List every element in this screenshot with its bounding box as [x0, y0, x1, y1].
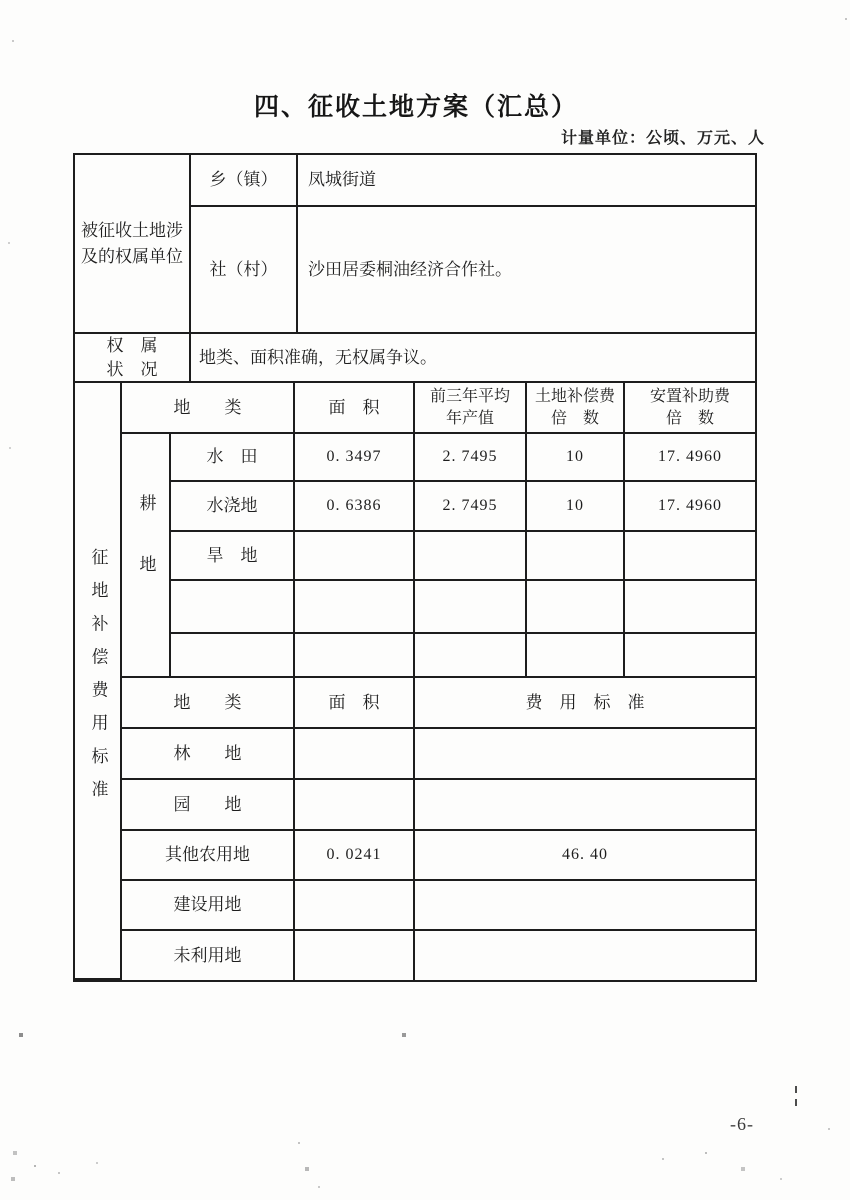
table-row-dry-land-mult	[527, 532, 625, 581]
ownership-units-row-label: 被征收土地涉及的权属单位	[75, 155, 191, 334]
ownership-status-block	[75, 155, 755, 383]
header-annual-output-line1: 前三年平均	[429, 387, 510, 405]
header-area-cell: 面 积	[295, 383, 415, 434]
compensation-standard-block	[75, 383, 755, 980]
ownership-status-label-line1: 权 属	[106, 335, 158, 355]
header-annual-output-cell	[415, 383, 527, 434]
table-row-empty2-resettle-mult	[625, 634, 755, 678]
table-row-irrigated-land-mult: 10	[527, 482, 625, 532]
table-row-paddy-output: 2. 7495	[415, 434, 527, 482]
table-row-empty1-area	[295, 581, 415, 634]
header-annual-output-line2: 年产值	[445, 409, 494, 427]
header2-area-cell: 面 积	[295, 678, 415, 729]
header2-fee-standard-cell: 费 用 标 准	[415, 678, 755, 729]
cultivated-land-group-label: 耕地	[136, 493, 156, 617]
cultivated-land-group-cell	[122, 434, 171, 678]
header-resettle-multiple-cell	[625, 383, 755, 434]
table-row-construction-fee	[415, 881, 755, 931]
table-row-unused-name: 未利用地	[122, 931, 295, 980]
header-resettle-line1: 安置补助费	[649, 387, 730, 405]
header-resettle-line2: 倍 数	[665, 409, 714, 427]
table-row-empty2-land-mult	[527, 634, 625, 678]
header-land-comp-line2: 倍 数	[550, 409, 599, 427]
table-row-empty2-area	[295, 634, 415, 678]
table-row-paddy-area: 0. 3497	[295, 434, 415, 482]
table-row-other-agri-area: 0. 0241	[295, 831, 415, 881]
table-row-construction-name: 建设用地	[122, 881, 295, 931]
compensation-section-label-cell	[75, 383, 122, 980]
village-value-cell: 沙田居委桐油经济合作社。	[298, 207, 755, 334]
table-row-irrigated-area: 0. 6386	[295, 482, 415, 532]
table-row-forest-name: 林 地	[122, 729, 295, 780]
table-row-paddy-resettle-mult: 17. 4960	[625, 434, 755, 482]
land-expropriation-summary-table	[73, 153, 757, 982]
table-row-forest-fee	[415, 729, 755, 780]
page-number: -6-	[730, 1114, 754, 1134]
header-land-comp-line1: 土地补偿费	[534, 387, 615, 405]
table-row-dry-resettle-mult	[625, 532, 755, 581]
township-label-cell: 乡（镇）	[191, 155, 298, 207]
measurement-unit-note: 计量单位：公顷、万元、人	[560, 130, 765, 147]
table-row-irrigated-resettle-mult: 17. 4960	[625, 482, 755, 532]
scan-tick-marks	[794, 1086, 798, 1110]
table-row-irrigated-output: 2. 7495	[415, 482, 527, 532]
table-row-dry-area	[295, 532, 415, 581]
table-row-forest-area	[295, 729, 415, 780]
table-row-construction-area	[295, 881, 415, 931]
table-row-paddy-name: 水 田	[171, 434, 295, 482]
table-row-empty1-output	[415, 581, 527, 634]
village-label-cell: 社（村）	[191, 207, 298, 334]
header-land-comp-multiple-cell	[527, 383, 625, 434]
table-row-other-agri-fee: 46. 40	[415, 831, 755, 881]
table-row-irrigated-name: 水浇地	[171, 482, 295, 532]
table-row-paddy-land-mult: 10	[527, 434, 625, 482]
ownership-status-label-line2: 状 况	[106, 359, 158, 379]
table-row-garden-fee	[415, 780, 755, 831]
table-row-other-agri-name: 其他农用地	[122, 831, 295, 881]
compensation-section-label: 征地补偿费用标准	[88, 547, 108, 814]
ownership-status-value-cell: 地类、面积准确，无权属争议。	[191, 334, 755, 383]
township-value-cell: 凤城街道	[298, 155, 755, 207]
header2-land-type-cell: 地 类	[122, 678, 295, 729]
table-row-dry-output	[415, 532, 527, 581]
table-row-empty2-output	[415, 634, 527, 678]
table-row-empty1-resettle-mult	[625, 581, 755, 634]
table-row-garden-area	[295, 780, 415, 831]
header-land-type-cell: 地 类	[122, 383, 295, 434]
scan-noise-specks	[0, 0, 2, 2]
table-row-unused-fee	[415, 931, 755, 980]
page-title: 四、征收土地方案（汇总）	[253, 93, 578, 121]
table-row-empty1-name	[171, 581, 295, 634]
table-row-dry-name: 旱 地	[171, 532, 295, 581]
table-row-unused-area	[295, 931, 415, 980]
table-row-empty1-land-mult	[527, 581, 625, 634]
table-row-empty2-name	[171, 634, 295, 678]
table-row-garden-name: 园 地	[122, 780, 295, 831]
ownership-status-label-cell	[75, 334, 191, 383]
